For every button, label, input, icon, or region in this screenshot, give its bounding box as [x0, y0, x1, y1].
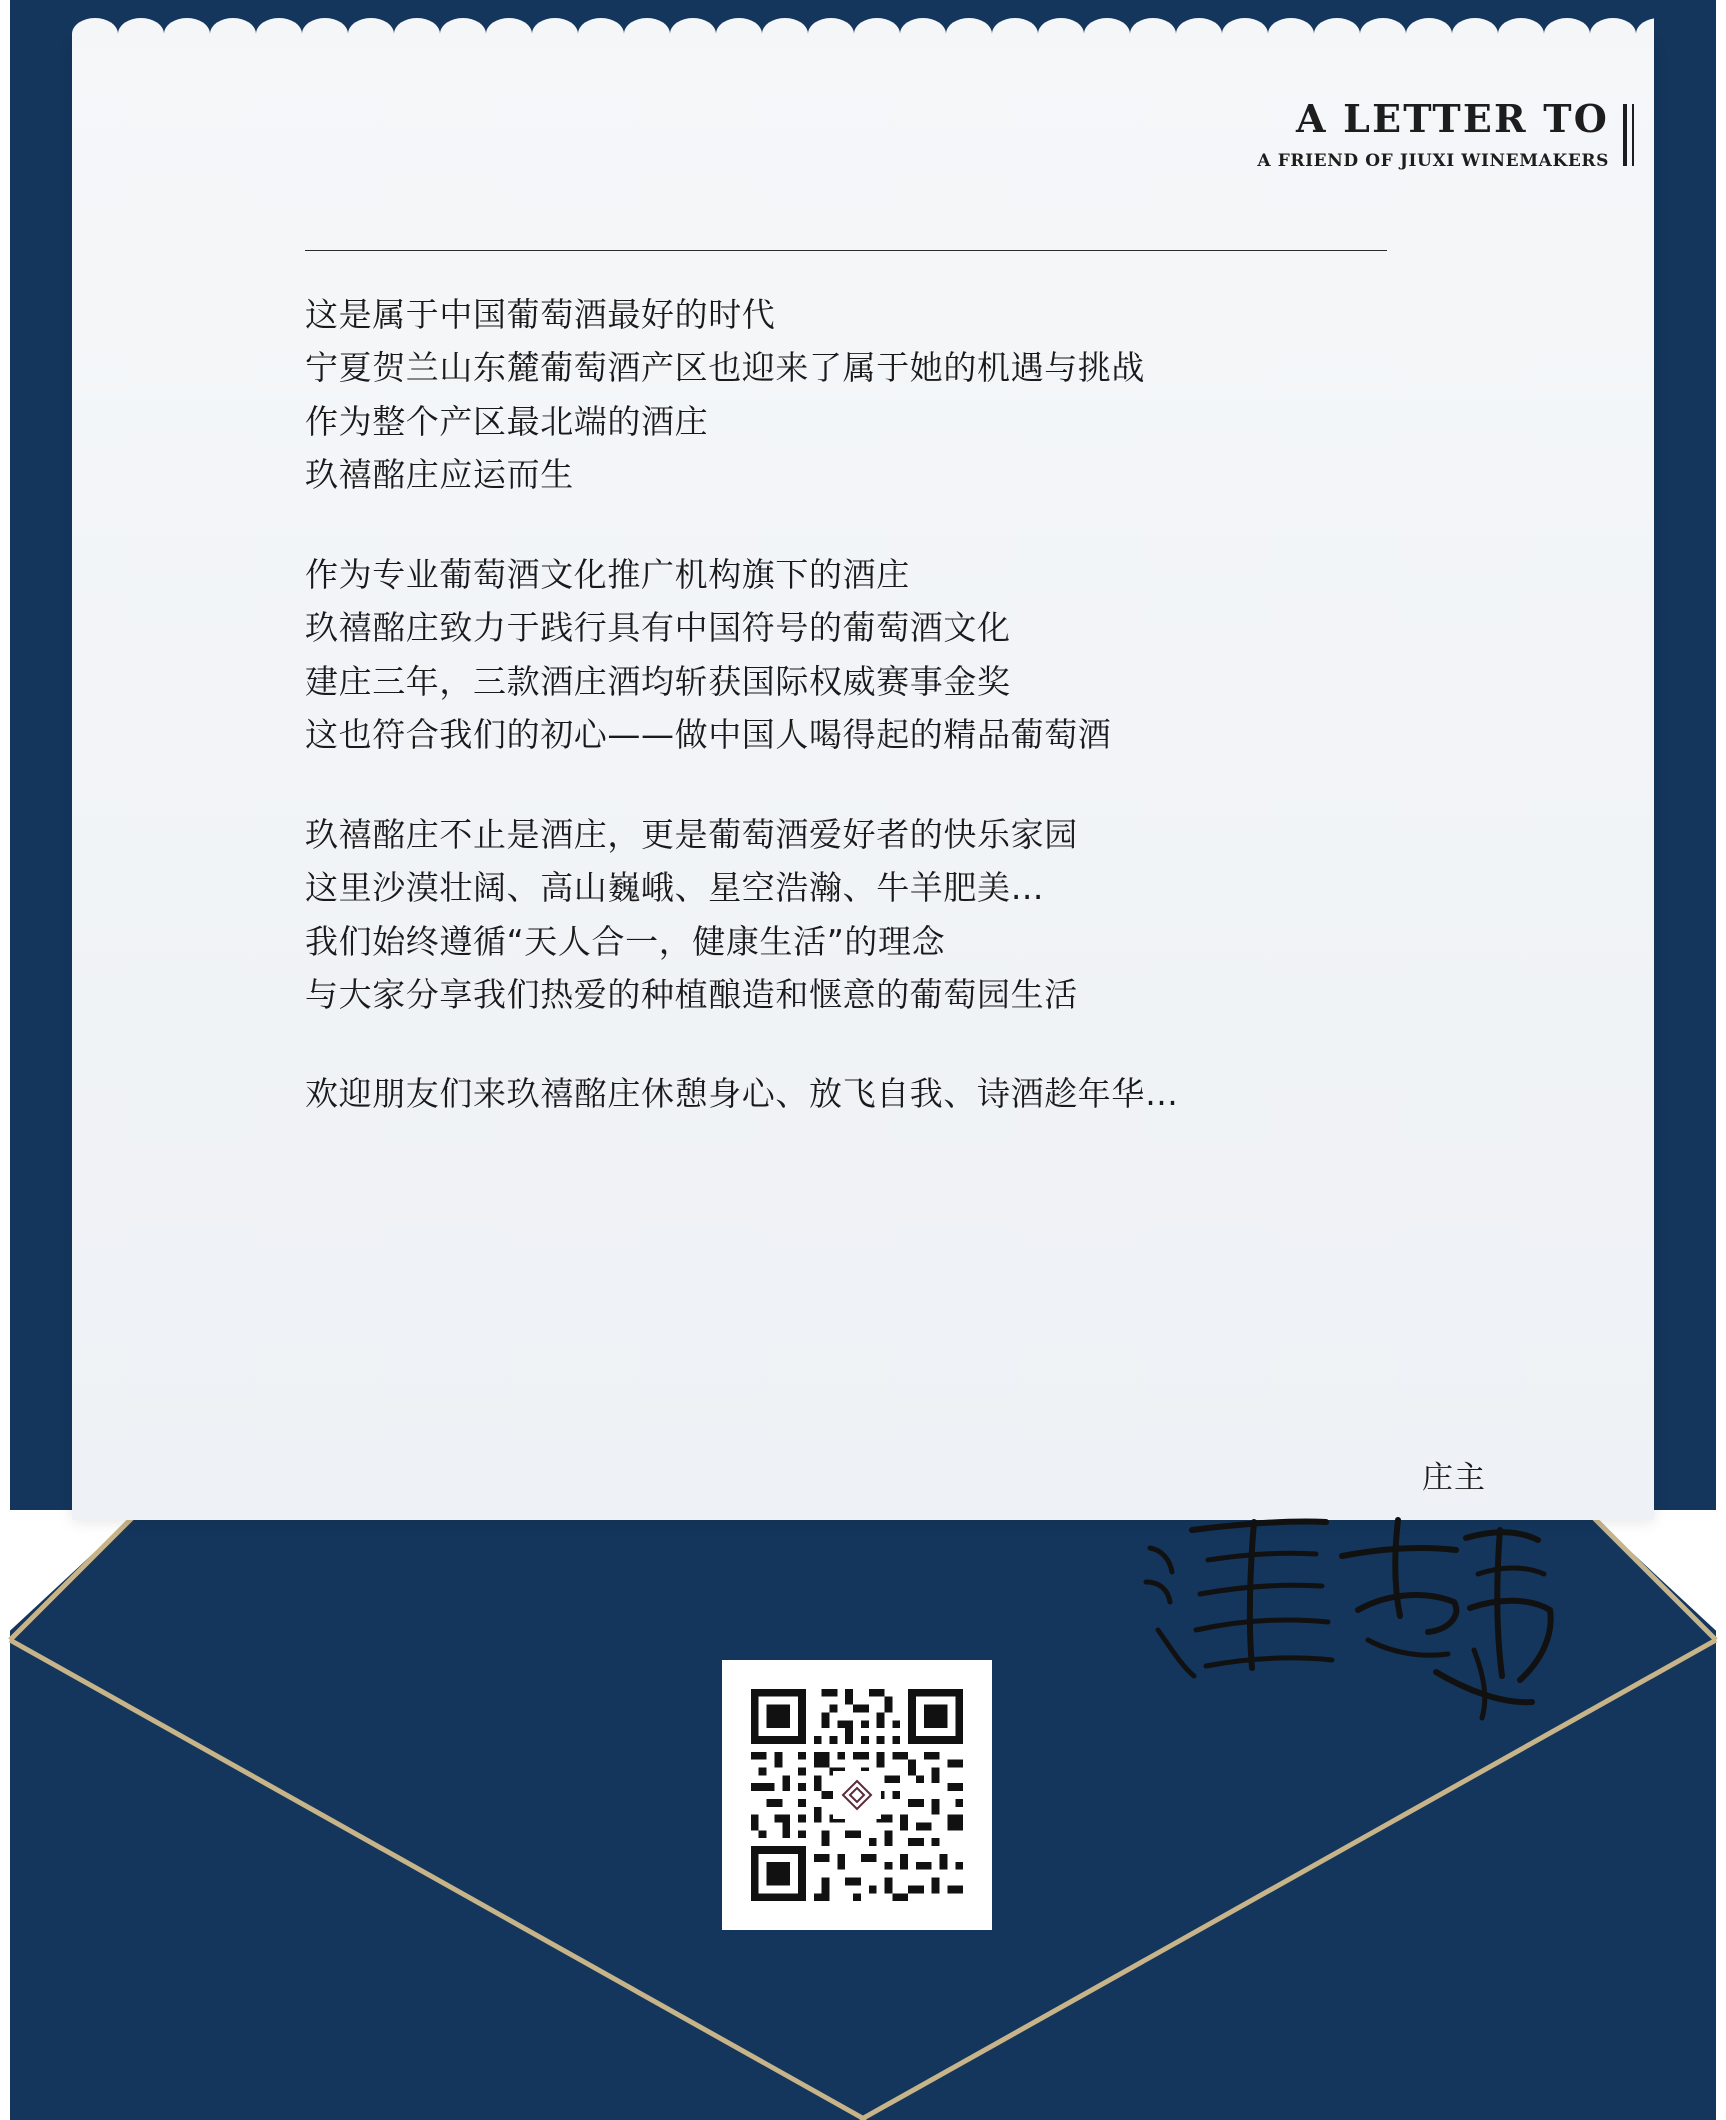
signature-handwriting	[1136, 1490, 1556, 1730]
letter-line: 这是属于中国葡萄酒最好的时代	[305, 295, 776, 334]
letter-line: 作为专业葡萄酒文化推广机构旗下的酒庄	[305, 554, 910, 594]
qr-code[interactable]	[722, 1660, 992, 1930]
letter-line: 玖禧酩庄不止是酒庄，更是葡萄酒爱好者的快乐家园	[305, 814, 1078, 854]
qr-center-logo	[833, 1771, 881, 1819]
letter-header	[1257, 96, 1634, 171]
paragraph	[305, 548, 1425, 762]
letter-line: 这里沙漠壮阔、高山巍峨、星空浩瀚、牛羊肥美…	[305, 868, 1045, 908]
letter-line: 宁夏贺兰山东麓葡萄酒产区也迎来了属于她的机遇与挑战	[305, 348, 1145, 388]
double-bar-icon	[1623, 104, 1634, 166]
paragraph	[305, 288, 1425, 502]
signature-title: 庄主	[1422, 1460, 1486, 1496]
header-divider	[305, 250, 1387, 251]
qr-canvas	[743, 1681, 971, 1909]
letter-line: 作为整个产区最北端的酒庄	[305, 401, 709, 441]
letter-line: 玖禧酩庄致力于践行具有中国符号的葡萄酒文化	[305, 608, 1011, 648]
letter-line: 我们始终遵循“天人合一，健康生活”的理念	[305, 921, 946, 961]
paragraph	[305, 1067, 1425, 1120]
paragraph	[305, 808, 1425, 1022]
letter-line: 这也符合我们的初心——做中国人喝得起的精品葡萄酒	[305, 715, 1112, 755]
letter-line: 建庄三年，三款酒庄酒均斩获国际权威赛事金奖	[305, 661, 1011, 701]
letter-line: 玖禧酩庄应运而生	[305, 455, 574, 495]
letter-line: 欢迎朋友们来玖禧酩庄休憩身心、放飞自我、诗酒趁年华…	[305, 1074, 1179, 1114]
page-title: A LETTER TO	[1296, 96, 1609, 141]
letter-line: 与大家分享我们热爱的种植酿造和惬意的葡萄园生活	[305, 974, 1078, 1014]
paper-scallop-edge	[72, 18, 1654, 48]
letter-body	[305, 288, 1425, 1121]
page-subtitle: A FRIEND OF JIUXI WINEMAKERS	[1257, 150, 1609, 171]
